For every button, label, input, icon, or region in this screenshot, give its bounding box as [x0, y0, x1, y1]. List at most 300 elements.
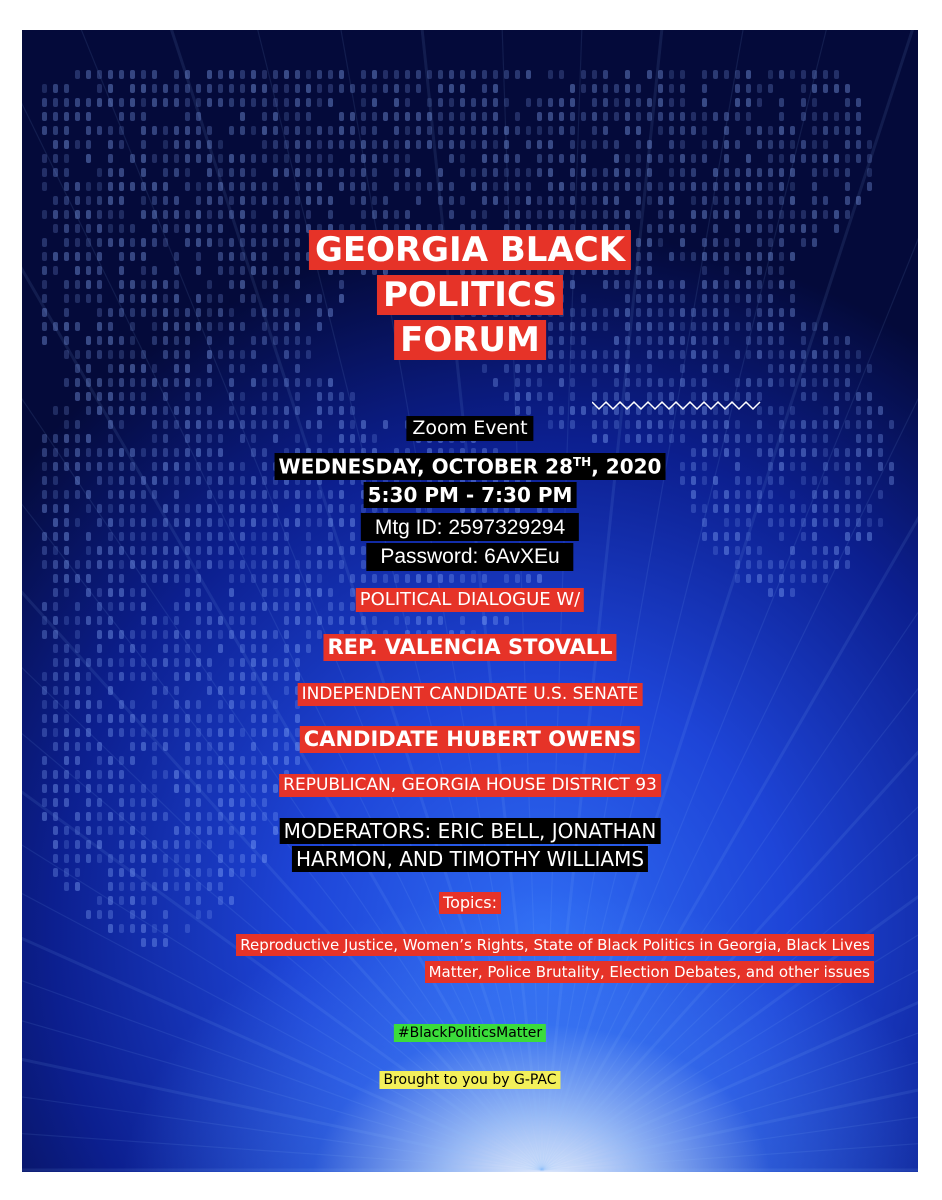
- map-dot: [152, 476, 157, 485]
- map-dot: [163, 560, 168, 569]
- map-dot: [284, 210, 289, 219]
- map-dot: [581, 210, 586, 219]
- map-dot: [328, 406, 333, 415]
- map-dot: [493, 112, 498, 121]
- map-dot: [350, 574, 355, 583]
- map-dot: [229, 504, 234, 513]
- map-dot: [141, 784, 146, 793]
- map-dot: [592, 126, 597, 135]
- map-dot: [229, 210, 234, 219]
- map-dot: [361, 98, 366, 107]
- map-dot: [460, 126, 465, 135]
- map-dot: [548, 168, 553, 177]
- map-dot: [42, 308, 47, 317]
- map-dot: [174, 476, 179, 485]
- map-dot: [823, 518, 828, 527]
- map-dot: [768, 308, 773, 317]
- map-dot: [108, 224, 113, 233]
- map-dot: [834, 364, 839, 373]
- map-dot: [658, 70, 663, 79]
- map-dot: [64, 322, 69, 331]
- map-dot: [141, 546, 146, 555]
- map-dot: [196, 812, 201, 821]
- map-dot: [119, 462, 124, 471]
- map-dot: [614, 112, 619, 121]
- map-dot: [416, 112, 421, 121]
- map-dot: [196, 518, 201, 527]
- map-dot: [240, 602, 245, 611]
- map-dot: [42, 266, 47, 275]
- map-dot: [229, 280, 234, 289]
- map-dot: [64, 280, 69, 289]
- map-dot: [790, 588, 795, 597]
- map-dot: [746, 308, 751, 317]
- map-dot: [328, 490, 333, 499]
- map-dot: [757, 350, 762, 359]
- map-dot: [669, 308, 674, 317]
- map-dot: [207, 490, 212, 499]
- map-dot: [702, 476, 707, 485]
- map-dot: [185, 336, 190, 345]
- map-dot: [86, 672, 91, 681]
- map-dot: [526, 98, 531, 107]
- event-date-suffix: TH: [572, 455, 592, 469]
- map-dot: [537, 140, 542, 149]
- map-dot: [163, 168, 168, 177]
- map-dot: [438, 126, 443, 135]
- map-dot: [196, 420, 201, 429]
- map-dot: [812, 196, 817, 205]
- map-dot: [768, 350, 773, 359]
- map-dot: [229, 252, 234, 261]
- map-dot: [845, 420, 850, 429]
- map-dot: [823, 154, 828, 163]
- map-dot: [229, 308, 234, 317]
- map-dot: [196, 476, 201, 485]
- map-dot: [295, 112, 300, 121]
- map-dot: [823, 560, 828, 569]
- map-dot: [328, 126, 333, 135]
- map-dot: [581, 336, 586, 345]
- map-dot: [823, 420, 828, 429]
- map-dot: [141, 574, 146, 583]
- map-dot: [207, 476, 212, 485]
- map-dot: [174, 126, 179, 135]
- map-dot: [262, 630, 267, 639]
- map-dot: [746, 294, 751, 303]
- map-dot: [119, 602, 124, 611]
- map-dot: [416, 84, 421, 93]
- map-dot: [680, 154, 685, 163]
- map-dot: [284, 574, 289, 583]
- map-dot: [746, 266, 751, 275]
- map-dot: [306, 98, 311, 107]
- map-dot: [152, 224, 157, 233]
- map-dot: [823, 364, 828, 373]
- map-dot: [163, 546, 168, 555]
- map-dot: [141, 616, 146, 625]
- map-dot: [42, 280, 47, 289]
- map-dot: [163, 140, 168, 149]
- map-dot: [702, 322, 707, 331]
- map-dot: [75, 238, 80, 247]
- map-dot: [141, 448, 146, 457]
- map-dot: [152, 700, 157, 709]
- map-dot: [724, 490, 729, 499]
- map-dot: [119, 560, 124, 569]
- map-dot: [823, 140, 828, 149]
- map-dot: [801, 504, 806, 513]
- map-dot: [262, 644, 267, 653]
- map-dot: [75, 392, 80, 401]
- map-dot: [680, 322, 685, 331]
- map-dot: [152, 434, 157, 443]
- map-dot: [240, 700, 245, 709]
- map-dot: [75, 602, 80, 611]
- map-dot: [53, 630, 58, 639]
- map-dot: [75, 686, 80, 695]
- map-dot: [878, 462, 883, 471]
- map-dot: [174, 574, 179, 583]
- map-dot: [504, 70, 509, 79]
- map-dot: [174, 504, 179, 513]
- map-dot: [328, 70, 333, 79]
- map-dot: [625, 210, 630, 219]
- map-dot: [537, 196, 542, 205]
- map-dot: [592, 350, 597, 359]
- map-dot: [680, 126, 685, 135]
- map-dot: [405, 98, 410, 107]
- map-dot: [702, 266, 707, 275]
- map-dot: [306, 182, 311, 191]
- map-dot: [75, 854, 80, 863]
- map-dot: [471, 168, 476, 177]
- map-dot: [427, 140, 432, 149]
- map-dot: [251, 700, 256, 709]
- map-dot: [779, 518, 784, 527]
- map-dot: [174, 490, 179, 499]
- map-dot: [845, 378, 850, 387]
- map-dot: [647, 224, 652, 233]
- map-dot: [812, 182, 817, 191]
- map-dot: [185, 546, 190, 555]
- map-dot: [823, 196, 828, 205]
- map-dot: [339, 84, 344, 93]
- map-dot: [482, 140, 487, 149]
- map-dot: [119, 112, 124, 121]
- map-dot: [53, 476, 58, 485]
- map-dot: [625, 154, 630, 163]
- map-dot: [251, 574, 256, 583]
- map-dot: [207, 168, 212, 177]
- map-dot: [636, 84, 641, 93]
- map-dot: [196, 448, 201, 457]
- map-dot: [350, 154, 355, 163]
- map-dot: [306, 630, 311, 639]
- map-dot: [42, 154, 47, 163]
- map-dot: [526, 196, 531, 205]
- guest2-name: CANDIDATE HUBERT OWENS: [300, 726, 640, 753]
- map-dot: [515, 210, 520, 219]
- map-dot: [801, 476, 806, 485]
- map-dot: [295, 154, 300, 163]
- map-dot: [240, 434, 245, 443]
- map-dot: [537, 392, 542, 401]
- map-dot: [262, 420, 267, 429]
- map-dot: [240, 812, 245, 821]
- map-dot: [581, 308, 586, 317]
- map-dot: [746, 546, 751, 555]
- map-dot: [207, 756, 212, 765]
- map-dot: [130, 182, 135, 191]
- map-dot: [394, 126, 399, 135]
- map-dot: [185, 854, 190, 863]
- map-dot: [515, 126, 520, 135]
- map-dot: [493, 70, 498, 79]
- map-dot: [647, 378, 652, 387]
- map-dot: [592, 182, 597, 191]
- map-dot: [306, 532, 311, 541]
- map-dot: [240, 420, 245, 429]
- map-dot: [42, 546, 47, 555]
- map-dot: [86, 434, 91, 443]
- map-dot: [372, 434, 377, 443]
- map-dot: [64, 784, 69, 793]
- map-dot: [119, 518, 124, 527]
- map-dot: [801, 392, 806, 401]
- map-dot: [86, 854, 91, 863]
- map-dot: [251, 434, 256, 443]
- map-dot: [229, 168, 234, 177]
- map-dot: [75, 672, 80, 681]
- map-dot: [86, 448, 91, 457]
- map-dot: [790, 434, 795, 443]
- map-dot: [559, 70, 564, 79]
- map-dot: [207, 140, 212, 149]
- map-dot: [680, 434, 685, 443]
- map-dot: [163, 658, 168, 667]
- map-dot: [713, 322, 718, 331]
- map-dot: [812, 532, 817, 541]
- map-dot: [130, 630, 135, 639]
- map-dot: [262, 378, 267, 387]
- map-dot: [669, 70, 674, 79]
- map-dot: [592, 378, 597, 387]
- map-dot: [130, 924, 135, 933]
- map-dot: [53, 560, 58, 569]
- map-dot: [372, 196, 377, 205]
- map-dot: [691, 112, 696, 121]
- map-dot: [152, 812, 157, 821]
- map-dot: [317, 490, 322, 499]
- map-dot: [317, 322, 322, 331]
- map-dot: [449, 182, 454, 191]
- map-dot: [130, 504, 135, 513]
- map-dot: [515, 154, 520, 163]
- map-dot: [130, 882, 135, 891]
- map-dot: [174, 406, 179, 415]
- map-dot: [152, 672, 157, 681]
- map-dot: [383, 84, 388, 93]
- map-dot: [273, 658, 278, 667]
- map-dot: [823, 168, 828, 177]
- map-dot: [53, 504, 58, 513]
- map-dot: [97, 182, 102, 191]
- map-dot: [845, 84, 850, 93]
- map-dot: [526, 574, 531, 583]
- map-dot: [251, 294, 256, 303]
- map-dot: [361, 126, 366, 135]
- map-dot: [240, 392, 245, 401]
- map-dot: [647, 238, 652, 247]
- map-dot: [801, 238, 806, 247]
- map-dot: [251, 420, 256, 429]
- map-dot: [240, 476, 245, 485]
- map-dot: [603, 308, 608, 317]
- map-dot: [75, 728, 80, 737]
- map-dot: [75, 252, 80, 261]
- map-dot: [207, 714, 212, 723]
- map-dot: [196, 560, 201, 569]
- map-dot: [559, 420, 564, 429]
- map-dot: [97, 840, 102, 849]
- map-dot: [174, 196, 179, 205]
- map-dot: [130, 854, 135, 863]
- map-dot: [680, 70, 685, 79]
- map-dot: [141, 868, 146, 877]
- map-dot: [735, 140, 740, 149]
- map-dot: [185, 588, 190, 597]
- map-dot: [306, 602, 311, 611]
- map-dot: [471, 140, 476, 149]
- map-dot: [130, 378, 135, 387]
- map-dot: [53, 98, 58, 107]
- map-dot: [350, 546, 355, 555]
- map-dot: [339, 518, 344, 527]
- map-dot: [768, 210, 773, 219]
- map-dot: [141, 350, 146, 359]
- map-dot: [75, 560, 80, 569]
- map-dot: [691, 490, 696, 499]
- map-dot: [306, 168, 311, 177]
- map-dot: [361, 182, 366, 191]
- map-dot: [625, 126, 630, 135]
- map-dot: [229, 392, 234, 401]
- map-dot: [834, 518, 839, 527]
- map-dot: [669, 84, 674, 93]
- map-dot: [229, 588, 234, 597]
- map-dot: [86, 378, 91, 387]
- map-dot: [130, 476, 135, 485]
- map-dot: [64, 532, 69, 541]
- map-dot: [658, 322, 663, 331]
- map-dot: [75, 378, 80, 387]
- map-dot: [702, 420, 707, 429]
- map-dot: [262, 504, 267, 513]
- map-dot: [482, 126, 487, 135]
- map-dot: [790, 518, 795, 527]
- map-dot: [251, 532, 256, 541]
- map-dot: [86, 840, 91, 849]
- map-dot: [229, 196, 234, 205]
- map-dot: [350, 196, 355, 205]
- map-dot: [449, 98, 454, 107]
- map-dot: [779, 532, 784, 541]
- map-dot: [174, 714, 179, 723]
- map-dot: [658, 280, 663, 289]
- map-dot: [570, 210, 575, 219]
- map-dot: [207, 518, 212, 527]
- map-dot: [856, 126, 861, 135]
- map-dot: [460, 98, 465, 107]
- map-dot: [328, 98, 333, 107]
- map-dot: [108, 308, 113, 317]
- map-dot: [53, 742, 58, 751]
- map-dot: [86, 126, 91, 135]
- map-dot: [130, 252, 135, 261]
- map-dot: [735, 378, 740, 387]
- map-dot: [350, 602, 355, 611]
- event-date: [275, 453, 666, 480]
- map-dot: [64, 112, 69, 121]
- map-dot: [801, 112, 806, 121]
- map-dot: [207, 882, 212, 891]
- map-dot: [790, 154, 795, 163]
- map-dot: [97, 238, 102, 247]
- map-dot: [867, 518, 872, 527]
- map-dot: [86, 700, 91, 709]
- map-dot: [339, 490, 344, 499]
- map-dot: [361, 70, 366, 79]
- map-dot: [427, 126, 432, 135]
- map-dot: [504, 616, 509, 625]
- map-dot: [746, 84, 751, 93]
- map-dot: [273, 602, 278, 611]
- map-dot: [603, 420, 608, 429]
- map-dot: [867, 434, 872, 443]
- map-dot: [64, 490, 69, 499]
- map-dot: [438, 182, 443, 191]
- map-dot: [328, 546, 333, 555]
- map-dot: [856, 392, 861, 401]
- map-dot: [284, 378, 289, 387]
- map-dot: [361, 84, 366, 93]
- map-dot: [273, 168, 278, 177]
- map-dot: [383, 70, 388, 79]
- map-dot: [130, 756, 135, 765]
- map-dot: [64, 686, 69, 695]
- map-dot: [64, 252, 69, 261]
- map-dot: [548, 364, 553, 373]
- map-dot: [229, 364, 234, 373]
- map-dot: [735, 98, 740, 107]
- map-dot: [834, 378, 839, 387]
- map-dot: [702, 364, 707, 373]
- map-dot: [625, 168, 630, 177]
- map-dot: [53, 812, 58, 821]
- map-dot: [240, 126, 245, 135]
- map-dot: [790, 378, 795, 387]
- map-dot: [603, 98, 608, 107]
- map-dot: [823, 210, 828, 219]
- map-dot: [262, 756, 267, 765]
- map-dot: [207, 784, 212, 793]
- map-dot: [163, 154, 168, 163]
- map-dot: [603, 112, 608, 121]
- map-dot: [317, 168, 322, 177]
- map-dot: [251, 770, 256, 779]
- map-dot: [812, 350, 817, 359]
